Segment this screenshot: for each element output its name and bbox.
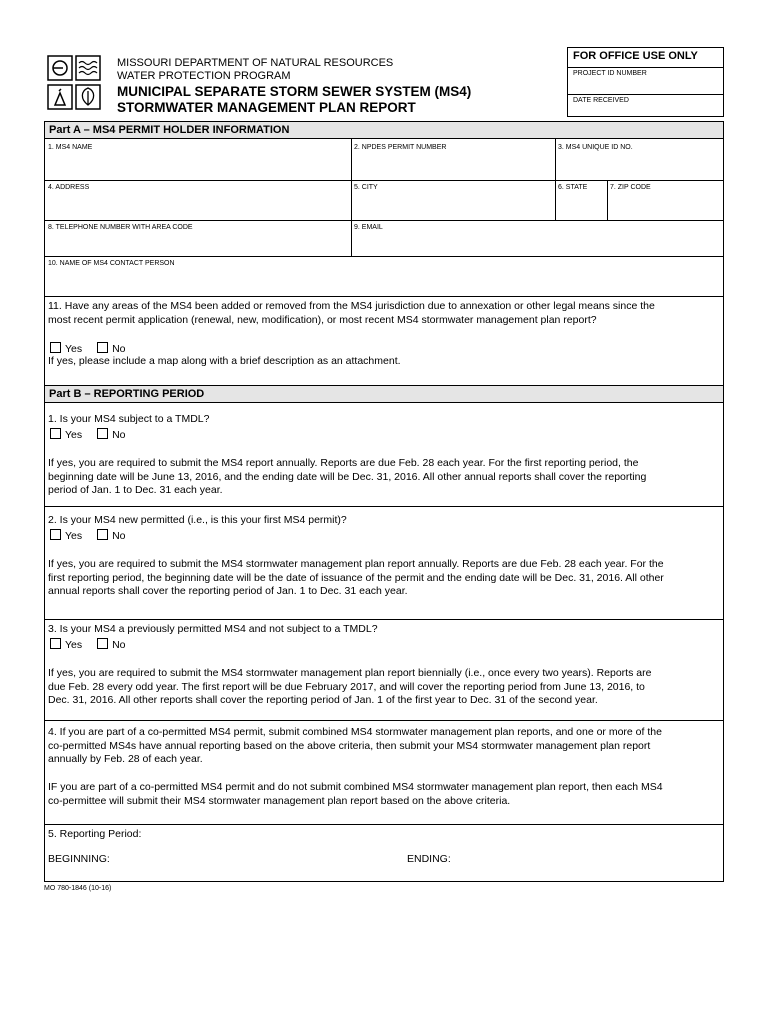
question-b1-choices xyxy=(50,428,126,442)
b3-yes-checkbox[interactable] xyxy=(50,638,61,649)
ms4-unique-id-field[interactable]: 3. MS4 UNIQUE ID NO. xyxy=(558,144,633,151)
agency-line1: MISSOURI DEPARTMENT OF NATURAL RESOURCES xyxy=(117,57,394,69)
b2-yes-label: Yes xyxy=(65,530,83,542)
question-b1-text xyxy=(48,457,646,498)
b4-text-line5: co-permittee will submit their MS4 stormwater management plan report based on the above criteria. xyxy=(48,794,511,807)
telephone-field[interactable]: 8. TELEPHONE NUMBER WITH AREA CODE xyxy=(48,224,193,231)
question-b5: 5. Reporting Period: xyxy=(48,828,142,840)
question-11-choices xyxy=(50,342,126,356)
b4-text-line3: annually by Feb. 28 of each year. xyxy=(48,753,203,765)
question-b2: 2. Is your MS4 new permitted (i.e., is this your first MS4 permit)? xyxy=(48,514,347,526)
dnr-logo xyxy=(47,55,101,111)
b2-no-checkbox[interactable] xyxy=(97,529,108,540)
b2-text-line2: first reporting period, the beginning date will be the date of issuance of the permit and the ending date will be Dec. 31, 2016. All other xyxy=(48,571,664,584)
agency-name xyxy=(117,57,393,83)
question-b3-choices xyxy=(50,638,126,652)
b3-yes-label: Yes xyxy=(65,639,83,651)
b1-no-checkbox[interactable] xyxy=(97,428,108,439)
question-11 xyxy=(48,300,655,327)
form-title-line2: STORMWATER MANAGEMENT PLAN REPORT xyxy=(117,100,416,115)
ms4-name-field[interactable]: 1. MS4 NAME xyxy=(48,144,93,151)
b1-yes-label: Yes xyxy=(65,429,83,441)
question-b1: 1. Is your MS4 subject to a TMDL? xyxy=(48,413,210,425)
b3-no-checkbox[interactable] xyxy=(97,638,108,649)
question-b3-text xyxy=(48,667,651,708)
address-field[interactable]: 4. ADDRESS xyxy=(48,184,90,191)
date-received-label: DATE RECEIVED xyxy=(573,97,629,104)
b1-text-line2: beginning date will be June 13, 2016, and the ending date will be Dec. 31, 2016. All other annual reports shall cover the reporting xyxy=(48,470,647,483)
part-a-heading: Part A – MS4 PERMIT HOLDER INFORMATION xyxy=(45,122,723,139)
b2-text-line1: If yes, you are required to submit the MS4 stormwater management plan report annually. Reports are due Feb. 28 each year. For the xyxy=(48,558,664,570)
b3-text-line2: due Feb. 28 every odd year. The first report will be due February 2017, and will cover the reporting period from June 13, 2016, to xyxy=(48,680,645,693)
question-11-line1: 11. Have any areas of the MS4 been added or removed from the MS4 jurisdiction due to annexation or other legal means since the xyxy=(48,300,655,312)
project-id-label: PROJECT ID NUMBER xyxy=(573,70,647,77)
question-b3: 3. Is your MS4 a previously permitted MS4 and not subject to a TMDL? xyxy=(48,623,378,635)
question-b4-text xyxy=(48,726,662,767)
b2-text-line3: annual reports shall cover the reporting period of Jan. 1 to Dec. 31 each year. xyxy=(48,585,408,597)
office-use-box xyxy=(567,47,724,117)
form-title xyxy=(117,84,471,116)
email-field[interactable]: 9. EMAIL xyxy=(354,224,383,231)
form-title-line1: MUNICIPAL SEPARATE STORM SEWER SYSTEM (MS4) xyxy=(117,84,472,99)
office-use-title: FOR OFFICE USE ONLY xyxy=(568,48,723,68)
b2-no-label: No xyxy=(112,530,126,542)
question-11-note: If yes, please include a map along with a brief description as an attachment. xyxy=(48,355,401,367)
beginning-field[interactable]: BEGINNING: xyxy=(48,853,110,865)
project-id-field[interactable] xyxy=(568,68,723,95)
question-b2-choices xyxy=(50,529,126,543)
npdes-permit-field[interactable]: 2. NPDES PERMIT NUMBER xyxy=(354,144,447,151)
question-11-line2: most recent permit application (renewal, new, modification), or most recent MS4 stormwater management plan report? xyxy=(48,313,597,326)
question-b2-text xyxy=(48,558,664,599)
b4-text-line4: IF you are part of a co-permitted MS4 permit and do not submit combined MS4 stormwater management plan report, then each MS4 xyxy=(48,781,663,793)
q11-no-checkbox[interactable] xyxy=(97,342,108,353)
date-received-field[interactable] xyxy=(568,95,723,106)
agency-line2: WATER PROTECTION PROGRAM xyxy=(117,70,291,82)
b2-yes-checkbox[interactable] xyxy=(50,529,61,540)
b4-text-line2: co-permitted MS4s have annual reporting based on the above criteria, then submit your MS4 stormwater management plan report xyxy=(48,739,651,752)
b1-text-line1: If yes, you are required to submit the MS4 report annually. Reports are due Feb. 28 each year. For the first reporting period, the xyxy=(48,457,639,469)
zip-code-field[interactable]: 7. ZIP CODE xyxy=(610,184,651,191)
form-body xyxy=(44,121,724,882)
b4-text-line1: 4. If you are part of a co-permitted MS4 permit, submit combined MS4 stormwater management plan reports, and one or more of the xyxy=(48,726,662,738)
q11-no-label: No xyxy=(112,343,126,355)
contact-person-field[interactable]: 10. NAME OF MS4 CONTACT PERSON xyxy=(48,260,175,267)
q11-yes-checkbox[interactable] xyxy=(50,342,61,353)
b1-text-line3: period of Jan. 1 to Dec. 31 each year. xyxy=(48,484,223,496)
question-b4-text2 xyxy=(48,781,663,808)
q11-yes-label: Yes xyxy=(65,343,83,355)
b3-text-line3: Dec. 31, 2016. All other reports shall cover the reporting period of Jan. 1 of the first year to Dec. 31 of the second year. xyxy=(48,694,598,706)
b1-no-label: No xyxy=(112,429,126,441)
ending-field[interactable]: ENDING: xyxy=(407,853,451,865)
form-number: MO 780-1846 (10-16) xyxy=(44,885,112,892)
b3-text-line1: If yes, you are required to submit the MS4 stormwater management plan report biennially (i.e., once every two years). Reports are xyxy=(48,667,652,679)
city-field[interactable]: 5. CITY xyxy=(354,184,378,191)
part-b-heading: Part B – REPORTING PERIOD xyxy=(45,386,723,403)
b1-yes-checkbox[interactable] xyxy=(50,428,61,439)
state-field[interactable]: 6. STATE xyxy=(558,184,588,191)
b3-no-label: No xyxy=(112,639,126,651)
